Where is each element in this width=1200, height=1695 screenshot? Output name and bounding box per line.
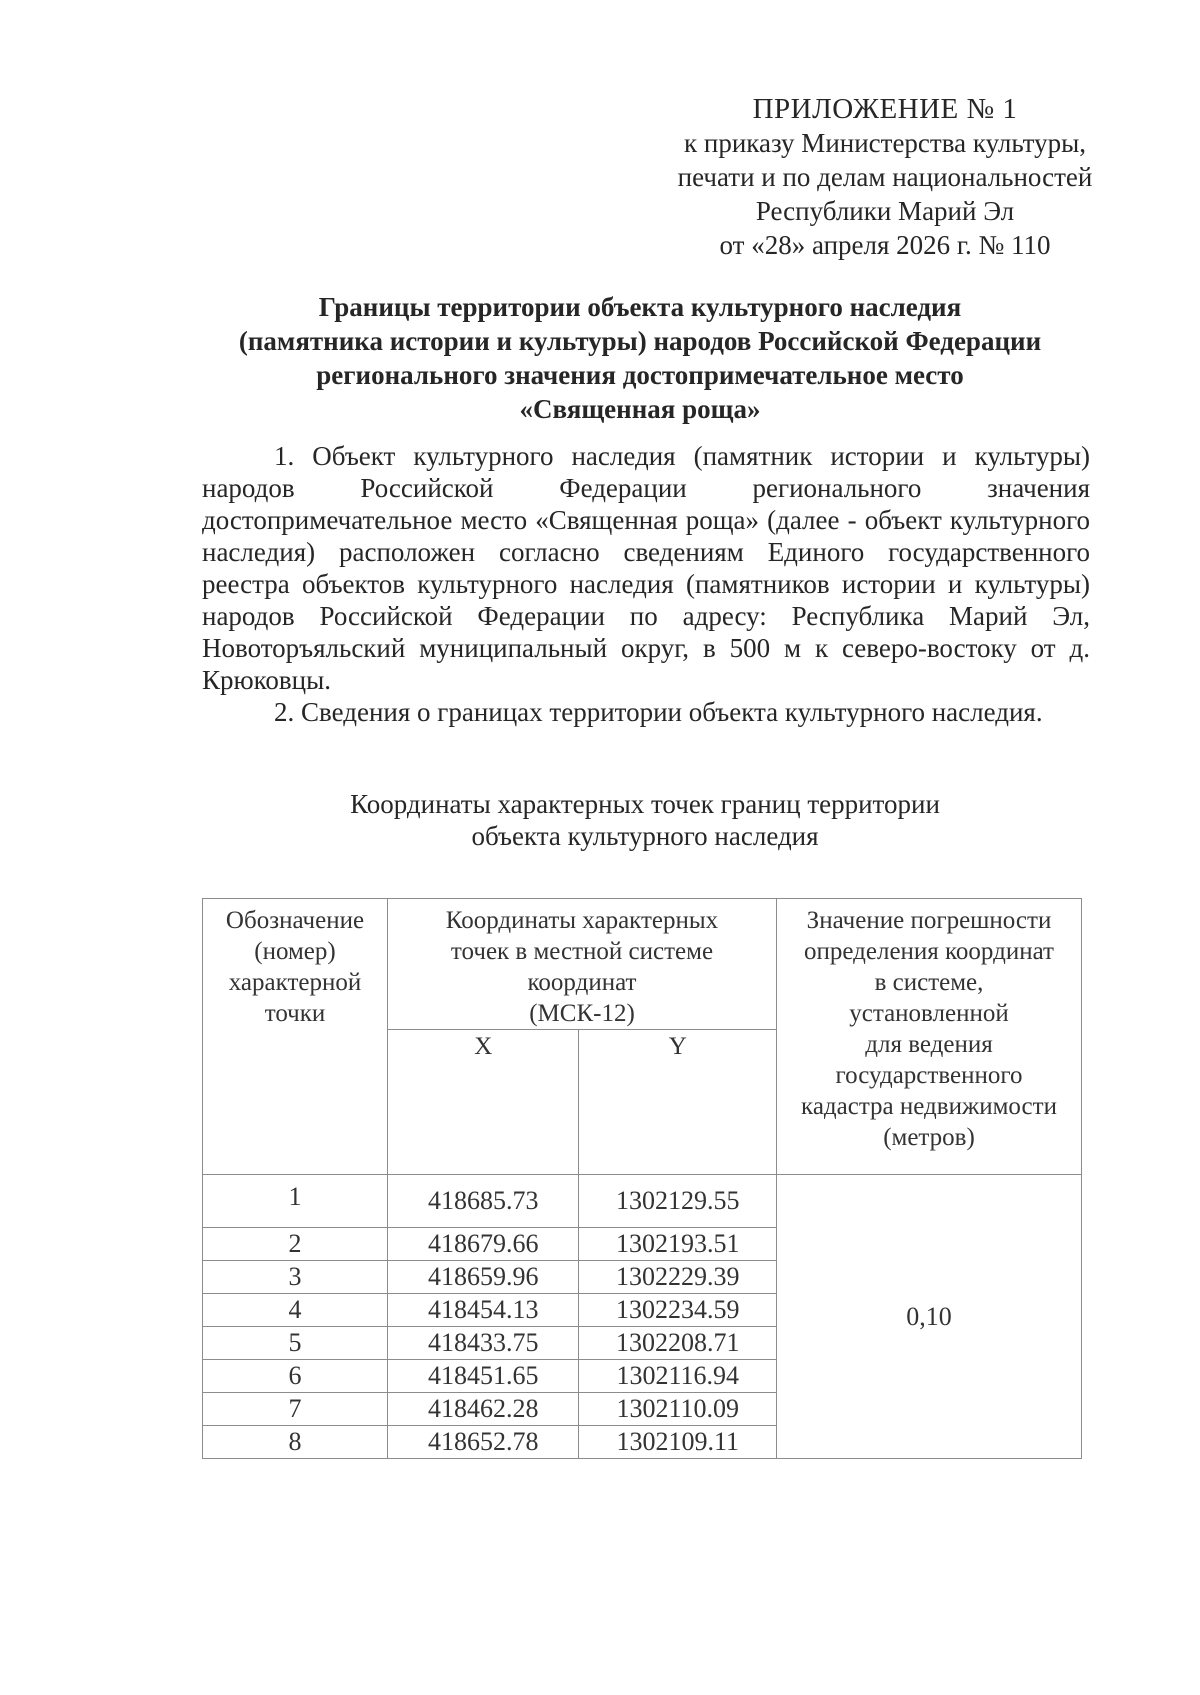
paragraph-1: 1. Объект культурного наследия (памятник истории и культуры) народов Российской Федерации регионального значения достопримечательное место «Священная роща» (далее - объект культурного наследия) расположен согласно сведениям Единого государственного реестра объектов культурного наследия (памятников истории и культуры) народов Российской Федерации по адресу: Республика Марий Эл, Новоторъяльский муниципальный округ, в 500 м к северо-востоку от д. Крюковцы. [202, 441, 1090, 695]
table-caption [200, 788, 1090, 852]
header-error-line: Значение погрешности [806, 907, 1052, 934]
coord-y: 1302229.39 [579, 1261, 777, 1294]
coord-x: 418462.28 [388, 1393, 579, 1426]
header-coords-line: Координаты характерных [445, 907, 719, 934]
table-header-row [203, 899, 1082, 1030]
coord-x: 418659.96 [388, 1261, 579, 1294]
error-value: 0,10 [777, 1175, 1082, 1459]
point-number: 8 [203, 1426, 388, 1459]
coord-x: 418652.78 [388, 1426, 579, 1459]
header-coords-line: координат [527, 969, 637, 996]
appendix-line-3: Республики Марий Эл [755, 196, 1015, 226]
coord-x: 418451.65 [388, 1360, 579, 1393]
coord-x: 418679.66 [388, 1228, 579, 1261]
header-coordinates [388, 899, 777, 1030]
header-point-line: точки [264, 1000, 326, 1027]
title-line-1: Границы территории объекта культурного наследия [318, 292, 962, 322]
header-point-line: (номер) [254, 938, 336, 965]
title-line-2: (памятника истории и культуры) народов Российской Федерации [238, 326, 1042, 356]
coord-x: 418454.13 [388, 1294, 579, 1327]
coord-y: 1302116.94 [579, 1360, 777, 1393]
header-coords-line: точек в местной системе [450, 938, 714, 965]
point-number: 3 [203, 1261, 388, 1294]
header-coords-line: (МСК-12) [529, 1000, 635, 1027]
coord-x: 418685.73 [388, 1175, 579, 1228]
appendix-line-1: к приказу Министерства культуры, [684, 128, 1086, 158]
coord-y: 1302234.59 [579, 1294, 777, 1327]
title-line-4: «Священная роща» [519, 394, 761, 424]
appendix-line-4: от «28» апреля 2026 г. № 110 [719, 230, 1051, 260]
title-line-3: регионального значения достопримечательное место [316, 360, 964, 390]
coord-x: 418433.75 [388, 1327, 579, 1360]
coord-y: 1302193.51 [579, 1228, 777, 1261]
header-error-line: государственного [835, 1062, 1023, 1089]
point-number: 6 [203, 1360, 388, 1393]
header-error-line: в системе, [874, 969, 984, 996]
header-error [777, 899, 1082, 1175]
body-text [202, 440, 1090, 728]
header-x: X [388, 1030, 579, 1175]
header-error-line: кадастра недвижимости [801, 1093, 1057, 1120]
coordinates-table [202, 898, 1082, 1459]
point-number: 1 [203, 1175, 388, 1228]
point-number: 7 [203, 1393, 388, 1426]
header-error-line: определения координат [804, 938, 1054, 965]
coord-y: 1302208.71 [579, 1327, 777, 1360]
header-point-line: характерной [228, 969, 362, 996]
header-point-number [203, 899, 388, 1175]
header-error-line: (метров) [883, 1124, 975, 1151]
point-number: 5 [203, 1327, 388, 1360]
appendix-head: ПРИЛОЖЕНИЕ № 1 [752, 93, 1018, 125]
coord-y: 1302110.09 [579, 1393, 777, 1426]
coord-y: 1302109.11 [579, 1426, 777, 1459]
point-number: 2 [203, 1228, 388, 1261]
table-caption-line-1: Координаты характерных точек границ территории [350, 789, 940, 819]
table-caption-line-2: объекта культурного наследия [471, 821, 819, 851]
header-error-line: для ведения [865, 1031, 993, 1058]
point-number: 4 [203, 1294, 388, 1327]
header-point-line: Обозначение [225, 907, 365, 934]
coord-y: 1302129.55 [579, 1175, 777, 1228]
paragraph-2: 2. Сведения о границах территории объекта культурного наследия. [274, 697, 1043, 727]
document-title [160, 290, 1120, 426]
appendix-block [600, 92, 1170, 262]
appendix-line-2: печати и по делам национальностей [677, 162, 1093, 192]
table-row [203, 1175, 1082, 1228]
header-error-line: установленной [849, 1000, 1009, 1027]
header-y: Y [579, 1030, 777, 1175]
